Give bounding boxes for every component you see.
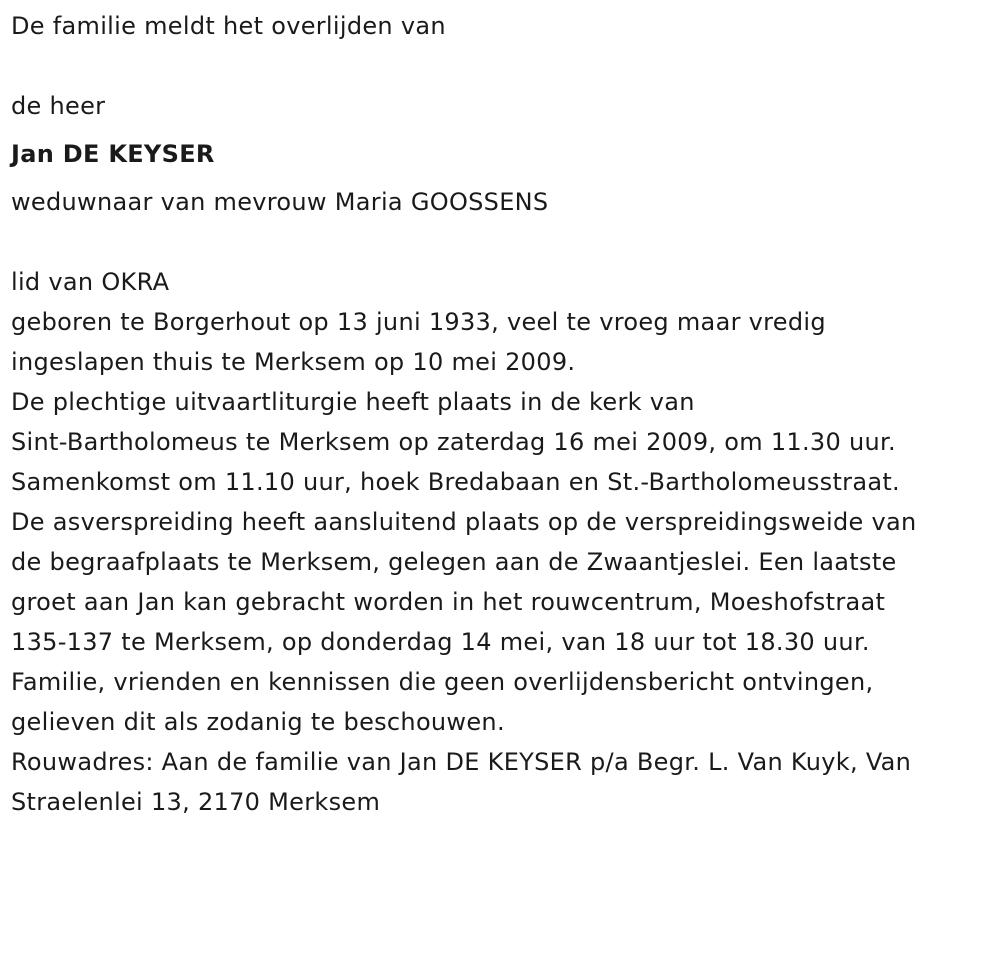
salutation: de heer xyxy=(11,92,106,120)
paragraph-line: De asverspreiding heeft aansluitend plaats op de verspreidingsweide van xyxy=(11,508,917,536)
paragraph-line: gelieven dit als zodanig te beschouwen. xyxy=(11,708,505,736)
paragraph-line: Familie, vrienden en kennissen die geen overlijdensbericht ontvingen, xyxy=(11,668,874,696)
paragraph-line: 135-137 te Merksem, op donderdag 14 mei, van 18 uur tot 18.30 uur. xyxy=(11,628,870,656)
paragraph-line: Sint-Bartholomeus te Merksem op zaterdag 16 mei 2009, om 11.30 uur. xyxy=(11,428,896,456)
membership-line: lid van OKRA xyxy=(11,268,170,296)
deceased-name: Jan DE KEYSER xyxy=(11,140,215,168)
address-paragraph xyxy=(11,742,991,822)
birth-death-paragraph xyxy=(11,302,991,382)
paragraph-line: de begraafplaats te Merksem, gelegen aan de Zwaantjeslei. Een laatste xyxy=(11,548,897,576)
paragraph-line: Rouwadres: Aan de familie van Jan DE KEYSER p/a Begr. L. Van Kuyk, Van xyxy=(11,748,912,776)
paragraph-line: Straelenlei 13, 2170 Merksem xyxy=(11,788,381,816)
paragraph-line: De plechtige uitvaartliturgie heeft plaats in de kerk van xyxy=(11,388,695,416)
paragraph-line: groet aan Jan kan gebracht worden in het rouwcentrum, Moeshofstraat xyxy=(11,588,886,616)
intro-line: De familie meldt het overlijden van xyxy=(11,12,446,40)
ceremony-paragraph xyxy=(11,382,991,742)
paragraph-line: ingeslapen thuis te Merksem op 10 mei 2009. xyxy=(11,348,576,376)
paragraph-line: geboren te Borgerhout op 13 juni 1933, veel te vroeg maar vredig xyxy=(11,308,826,336)
paragraph-line: Samenkomst om 11.10 uur, hoek Bredabaan en St.-Bartholomeusstraat. xyxy=(11,468,900,496)
widower-line: weduwnaar van mevrouw Maria GOOSSENS xyxy=(11,188,549,216)
obituary-notice xyxy=(11,6,991,822)
